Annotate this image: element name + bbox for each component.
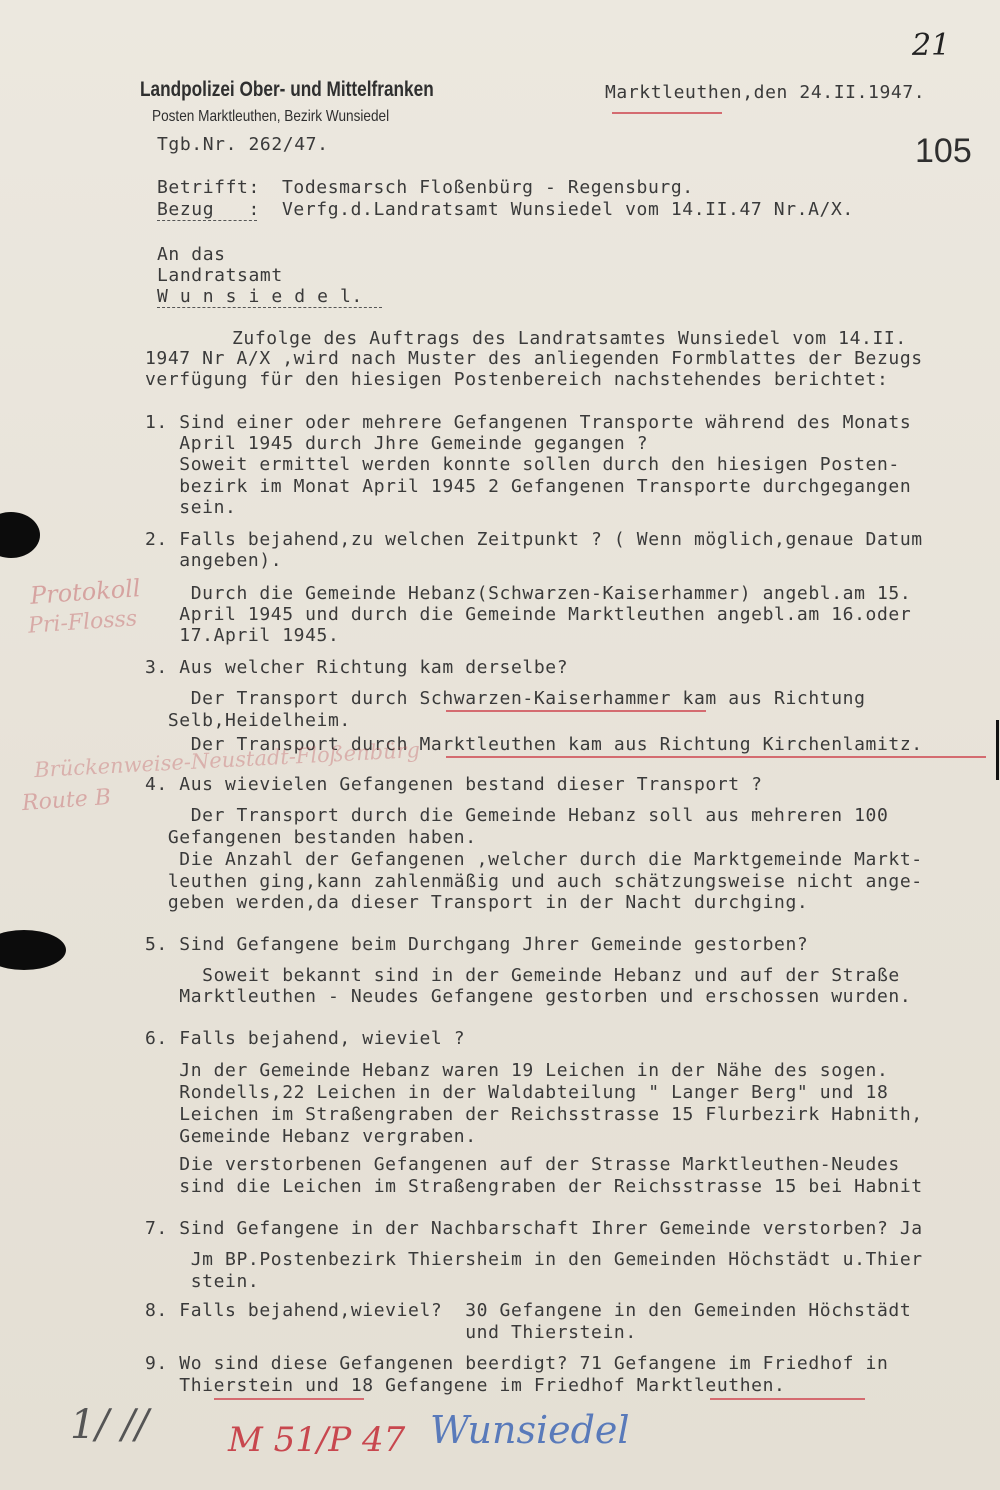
margin-note-1: Protokoll bbox=[29, 574, 142, 610]
margin-note-4: Route B bbox=[21, 784, 112, 817]
item-6-answer-line-4: Gemeinde Hebanz vergraben. bbox=[145, 1126, 477, 1147]
punch-hole-bottom bbox=[0, 930, 66, 970]
item-3-answer-line-1: Der Transport durch Schwarzen-Kaiserhammer kam aus Richtung bbox=[145, 688, 866, 709]
betrifft-text: Todesmarsch Floßenbürg - Regensburg. bbox=[282, 177, 694, 198]
bezug-underline bbox=[157, 220, 257, 221]
item-3-red-underline-1 bbox=[446, 710, 706, 712]
handwritten-place: Wunsiedel bbox=[430, 1408, 630, 1452]
item-5-question: 5. Sind Gefangene beim Durchgang Jhrer Gemeinde gestorben? bbox=[145, 934, 809, 955]
stamp-number: 105 bbox=[915, 132, 972, 170]
item-6-answer-line-3: Leichen im Straßengraben der Reichsstrasse 15 Flurbezirk Habnith, bbox=[145, 1104, 923, 1125]
recipient-underline bbox=[157, 307, 382, 308]
authority-stamp: Landpolizei Ober- und Mittelfranken bbox=[140, 78, 434, 101]
item-3-answer-line-3: Der Transport durch Marktleuthen kam aus Richtung Kirchenlamitz. bbox=[145, 734, 923, 755]
bezug-label: Bezug : bbox=[157, 199, 260, 220]
item-6-answer-line-1: Jn der Gemeinde Hebanz waren 19 Leichen in der Nähe des sogen. bbox=[145, 1060, 889, 1081]
intro-line-2: 1947 Nr A/X ,wird nach Muster des anliegenden Formblattes der Bezugs bbox=[145, 348, 923, 369]
item-5-answer-line-2: Marktleuthen - Neudes Gefangene gestorben und erschossen wurden. bbox=[145, 986, 912, 1007]
page-number: 21 bbox=[912, 28, 951, 63]
punch-hole-top bbox=[0, 512, 40, 558]
item-1-question-line-1: 1. Sind einer oder mehrere Gefangenen Transporte während des Monats bbox=[145, 412, 912, 433]
item-8-line-1: 8. Falls bejahend,wieviel? 30 Gefangene in den Gemeinden Höchstädt bbox=[145, 1300, 912, 1321]
recipient-line-1: An das bbox=[157, 244, 226, 265]
tick-marks: 1/ // bbox=[70, 1402, 149, 1448]
bezug-text: Verfg.d.Landratsamt Wunsiedel vom 14.II.47 Nr.A/X. bbox=[282, 199, 854, 220]
post-stamp: Posten Marktleuthen, Bezirk Wunsiedel bbox=[152, 108, 390, 125]
item-7-answer-line-1: Jm BP.Postenbezirk Thiersheim in den Gemeinden Höchstädt u.Thier bbox=[145, 1249, 923, 1270]
item-3-question: 3. Aus welcher Richtung kam derselbe? bbox=[145, 657, 569, 678]
item-7-answer-line-2: stein. bbox=[145, 1271, 260, 1292]
betrifft-label: Betrifft: bbox=[157, 177, 260, 198]
item-9-red-underline-2 bbox=[710, 1398, 865, 1400]
recipient-line-3: W u n s i e d e l. bbox=[157, 286, 363, 307]
recipient-line-2: Landratsamt bbox=[157, 265, 283, 286]
item-6-answer-line-6: sind die Leichen im Straßengraben der Reichsstrasse 15 bei Habnit bbox=[145, 1176, 923, 1197]
margin-note-2: Pri-Flosss bbox=[27, 606, 138, 639]
item-1-answer-line-2: bezirk im Monat April 1945 2 Gefangenen Transporte durchgegangen bbox=[145, 476, 912, 497]
item-3-answer-line-2: Selb,Heidelheim. bbox=[145, 710, 351, 731]
item-4-answer-line-1: Der Transport durch die Gemeinde Hebanz soll aus mehreren 100 bbox=[145, 805, 889, 826]
item-4-question: 4. Aus wievielen Gefangenen bestand dieser Transport ? bbox=[145, 774, 763, 795]
intro-line-1: Zufolge des Auftrags des Landratsamtes Wunsiedel vom 14.II. bbox=[232, 328, 907, 349]
item-2-answer-line-2: April 1945 und durch die Gemeinde Marktleuthen angebl.am 16.oder bbox=[145, 604, 912, 625]
item-6-answer-line-2: Rondells,22 Leichen in der Waldabteilung " Langer Berg" und 18 bbox=[145, 1082, 889, 1103]
edge-mark bbox=[996, 720, 999, 780]
item-4-answer-line-3: Die Anzahl der Gefangenen ,welcher durch die Marktgemeinde Markt- bbox=[145, 849, 923, 870]
intro-line-3: verfügung für den hiesigen Postenbereich nachstehendes berichtet: bbox=[145, 369, 889, 390]
item-1-question-line-2: April 1945 durch Jhre Gemeinde gegangen ? bbox=[145, 433, 649, 454]
item-1-answer-line-1: Soweit ermittel werden konnte sollen durch den hiesigen Posten- bbox=[145, 454, 900, 475]
item-9-line-2: Thierstein und 18 Gefangene im Friedhof Marktleuthen. bbox=[145, 1375, 786, 1396]
date-underline bbox=[612, 112, 722, 114]
margin-note-3: Brückenweise-Neustadt-Floßenbürg bbox=[33, 737, 421, 783]
item-3-red-underline-2 bbox=[446, 756, 986, 758]
item-8-line-2: und Thierstein. bbox=[145, 1322, 637, 1343]
item-2-answer-line-3: 17.April 1945. bbox=[145, 625, 340, 646]
place-date: Marktleuthen,den 24.II.1947. bbox=[605, 82, 926, 103]
item-4-answer-line-4: leuthen ging,kann zahlenmäßig und auch schätzungsweise nicht ange- bbox=[145, 871, 923, 892]
item-1-answer-line-3: sein. bbox=[145, 497, 237, 518]
item-6-answer-line-5: Die verstorbenen Gefangenen auf der Strasse Marktleuthen-Neudes bbox=[145, 1154, 900, 1175]
item-5-answer-line-1: Soweit bekannt sind in der Gemeinde Hebanz und auf der Straße bbox=[145, 965, 900, 986]
file-code: M 51/P 47 bbox=[228, 1420, 406, 1460]
item-2-answer-line-1: Durch die Gemeinde Hebanz(Schwarzen-Kaiserhammer) angebl.am 15. bbox=[145, 583, 912, 604]
item-2-question-line-1: 2. Falls bejahend,zu welchen Zeitpunkt ? ( Wenn möglich,genaue Datum bbox=[145, 529, 923, 550]
item-6-question: 6. Falls bejahend, wieviel ? bbox=[145, 1028, 466, 1049]
item-2-question-line-2: angeben). bbox=[145, 550, 283, 571]
item-7-question: 7. Sind Gefangene in der Nachbarschaft Ihrer Gemeinde verstorben? Ja bbox=[145, 1218, 923, 1239]
journal-number: Tgb.Nr. 262/47. bbox=[157, 134, 329, 155]
item-9-red-underline-1 bbox=[214, 1398, 364, 1400]
item-4-answer-line-5: geben werden,da dieser Transport in der Nacht durchging. bbox=[145, 892, 809, 913]
item-9-line-1: 9. Wo sind diese Gefangenen beerdigt? 71 Gefangene im Friedhof in bbox=[145, 1353, 889, 1374]
item-4-answer-line-2: Gefangenen bestanden haben. bbox=[145, 827, 477, 848]
